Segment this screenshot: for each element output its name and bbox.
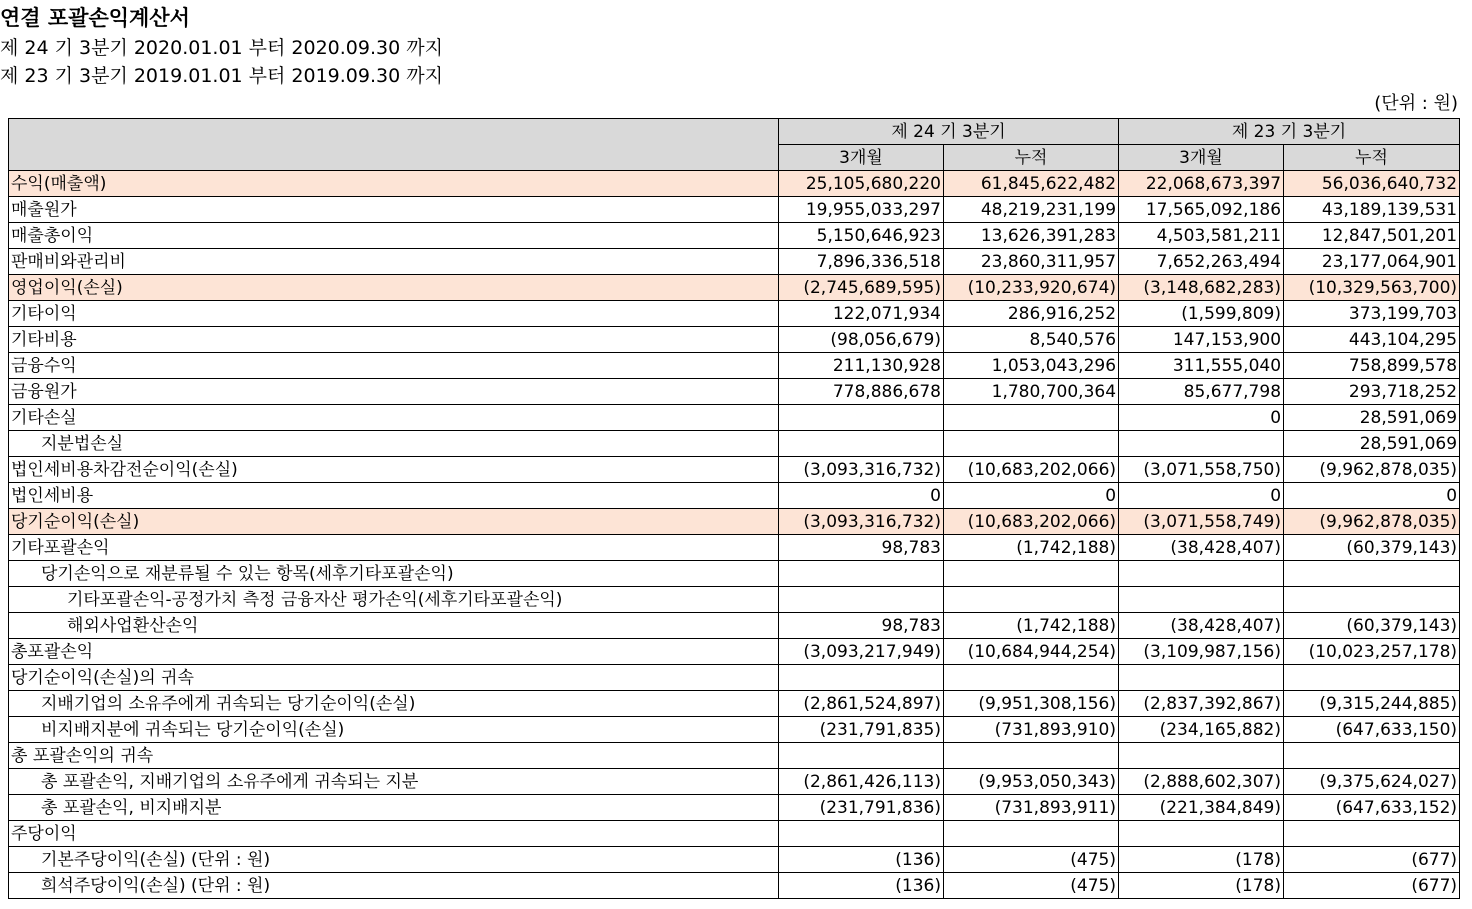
value-3m-prior: (178) bbox=[1119, 873, 1284, 899]
row-label: 당기순이익(손실) bbox=[9, 509, 779, 535]
row-label: 희석주당이익(손실) (단위 : 원) bbox=[9, 873, 779, 899]
value-3m-prior: (3,071,558,749) bbox=[1119, 509, 1284, 535]
row-label: 판매비와관리비 bbox=[9, 249, 779, 275]
table-row bbox=[9, 249, 1460, 275]
table-row bbox=[9, 847, 1460, 873]
row-label: 당기순이익(손실)의 귀속 bbox=[9, 665, 779, 691]
value-3m-current: 211,130,928 bbox=[779, 353, 944, 379]
value-3m-current: (98,056,679) bbox=[779, 327, 944, 353]
row-label: 지배기업의 소유주에게 귀속되는 당기순이익(손실) bbox=[9, 691, 779, 717]
value-3m-prior: (3,109,987,156) bbox=[1119, 639, 1284, 665]
value-3m-prior: (3,071,558,750) bbox=[1119, 457, 1284, 483]
value-cum-prior bbox=[1284, 587, 1460, 613]
table-row bbox=[9, 795, 1460, 821]
value-cum-current bbox=[944, 821, 1119, 847]
value-3m-prior: (38,428,407) bbox=[1119, 613, 1284, 639]
value-cum-current: 1,053,043,296 bbox=[944, 353, 1119, 379]
value-cum-current: 8,540,576 bbox=[944, 327, 1119, 353]
value-cum-prior: (9,315,244,885) bbox=[1284, 691, 1460, 717]
value-3m-prior bbox=[1119, 743, 1284, 769]
value-cum-current: 1,780,700,364 bbox=[944, 379, 1119, 405]
value-cum-prior: 758,899,578 bbox=[1284, 353, 1460, 379]
value-3m-prior: 4,503,581,211 bbox=[1119, 223, 1284, 249]
header-3m-prior: 3개월 bbox=[1119, 145, 1284, 171]
value-cum-prior: (677) bbox=[1284, 847, 1460, 873]
value-cum-prior: 56,036,640,732 bbox=[1284, 171, 1460, 197]
row-label: 기타이익 bbox=[9, 301, 779, 327]
header-row-periods bbox=[9, 119, 1460, 145]
value-3m-current: 778,886,678 bbox=[779, 379, 944, 405]
table-row bbox=[9, 691, 1460, 717]
header-cum-current: 누적 bbox=[944, 145, 1119, 171]
row-label: 금융수익 bbox=[9, 353, 779, 379]
value-3m-prior bbox=[1119, 561, 1284, 587]
value-cum-prior: (647,633,150) bbox=[1284, 717, 1460, 743]
value-cum-prior: 293,718,252 bbox=[1284, 379, 1460, 405]
row-label: 기본주당이익(손실) (단위 : 원) bbox=[9, 847, 779, 873]
value-cum-current bbox=[944, 665, 1119, 691]
value-3m-current: (136) bbox=[779, 873, 944, 899]
value-3m-current: 5,150,646,923 bbox=[779, 223, 944, 249]
row-label: 당기손익으로 재분류될 수 있는 항목(세후기타포괄손익) bbox=[9, 561, 779, 587]
value-cum-prior bbox=[1284, 743, 1460, 769]
value-cum-prior: 0 bbox=[1284, 483, 1460, 509]
value-cum-current: (731,893,910) bbox=[944, 717, 1119, 743]
table-row bbox=[9, 639, 1460, 665]
table-row bbox=[9, 821, 1460, 847]
value-cum-prior: (10,023,257,178) bbox=[1284, 639, 1460, 665]
value-cum-current: (1,742,188) bbox=[944, 535, 1119, 561]
table-row bbox=[9, 769, 1460, 795]
value-cum-current: (10,684,944,254) bbox=[944, 639, 1119, 665]
value-3m-current bbox=[779, 405, 944, 431]
row-label: 수익(매출액) bbox=[9, 171, 779, 197]
value-3m-current: (231,791,836) bbox=[779, 795, 944, 821]
value-cum-prior: 28,591,069 bbox=[1284, 431, 1460, 457]
table-row bbox=[9, 873, 1460, 899]
unit-label: (단위 : 원) bbox=[1374, 93, 1458, 114]
table-row bbox=[9, 275, 1460, 301]
table-row bbox=[9, 353, 1460, 379]
value-3m-prior: (221,384,849) bbox=[1119, 795, 1284, 821]
table-row bbox=[9, 457, 1460, 483]
value-cum-current: (10,683,202,066) bbox=[944, 509, 1119, 535]
value-cum-current: 0 bbox=[944, 483, 1119, 509]
value-cum-prior: 12,847,501,201 bbox=[1284, 223, 1460, 249]
value-3m-prior: (178) bbox=[1119, 847, 1284, 873]
header-3m-current: 3개월 bbox=[779, 145, 944, 171]
table-row bbox=[9, 223, 1460, 249]
value-3m-prior: 17,565,092,186 bbox=[1119, 197, 1284, 223]
value-cum-current: (10,233,920,674) bbox=[944, 275, 1119, 301]
value-cum-current: (10,683,202,066) bbox=[944, 457, 1119, 483]
table-row bbox=[9, 717, 1460, 743]
value-cum-current bbox=[944, 587, 1119, 613]
value-cum-prior: 373,199,703 bbox=[1284, 301, 1460, 327]
row-label: 금융원가 bbox=[9, 379, 779, 405]
header-period-current: 제 24 기 3분기 bbox=[779, 119, 1119, 145]
value-3m-prior: (3,148,682,283) bbox=[1119, 275, 1284, 301]
value-cum-prior: (9,962,878,035) bbox=[1284, 509, 1460, 535]
table-row bbox=[9, 561, 1460, 587]
row-label: 매출원가 bbox=[9, 197, 779, 223]
value-3m-prior: (38,428,407) bbox=[1119, 535, 1284, 561]
table-row bbox=[9, 301, 1460, 327]
table-row bbox=[9, 483, 1460, 509]
value-cum-prior: 43,189,139,531 bbox=[1284, 197, 1460, 223]
value-3m-prior: (2,888,602,307) bbox=[1119, 769, 1284, 795]
value-3m-current bbox=[779, 821, 944, 847]
value-cum-current bbox=[944, 431, 1119, 457]
value-3m-current: (3,093,316,732) bbox=[779, 457, 944, 483]
row-label: 기타포괄손익-공정가치 측정 금융자산 평가손익(세후기타포괄손익) bbox=[9, 587, 779, 613]
value-3m-prior: 311,555,040 bbox=[1119, 353, 1284, 379]
value-cum-current bbox=[944, 561, 1119, 587]
value-3m-current bbox=[779, 665, 944, 691]
row-label: 법인세비용 bbox=[9, 483, 779, 509]
table-row bbox=[9, 171, 1460, 197]
value-3m-current: (2,745,689,595) bbox=[779, 275, 944, 301]
value-3m-current: 98,783 bbox=[779, 535, 944, 561]
value-3m-prior: 0 bbox=[1119, 483, 1284, 509]
table-row bbox=[9, 197, 1460, 223]
header-cum-prior: 누적 bbox=[1284, 145, 1460, 171]
value-cum-prior: (60,379,143) bbox=[1284, 535, 1460, 561]
value-3m-current: (231,791,835) bbox=[779, 717, 944, 743]
income-statement-table bbox=[8, 118, 1460, 899]
value-3m-prior: (234,165,882) bbox=[1119, 717, 1284, 743]
row-label: 기타비용 bbox=[9, 327, 779, 353]
value-cum-current: 48,219,231,199 bbox=[944, 197, 1119, 223]
row-label: 비지배지분에 귀속되는 당기순이익(손실) bbox=[9, 717, 779, 743]
table-row bbox=[9, 587, 1460, 613]
report-title: 연결 포괄손익계산서 bbox=[0, 6, 190, 30]
row-label: 총포괄손익 bbox=[9, 639, 779, 665]
value-cum-prior bbox=[1284, 821, 1460, 847]
value-3m-current: 19,955,033,297 bbox=[779, 197, 944, 223]
table-row bbox=[9, 327, 1460, 353]
header-corner bbox=[9, 119, 779, 171]
row-label: 영업이익(손실) bbox=[9, 275, 779, 301]
value-3m-current: 122,071,934 bbox=[779, 301, 944, 327]
value-3m-current: (136) bbox=[779, 847, 944, 873]
value-3m-prior: 147,153,900 bbox=[1119, 327, 1284, 353]
value-3m-current bbox=[779, 743, 944, 769]
period-prior: 제 23 기 3분기 2019.01.01 부터 2019.09.30 까지 bbox=[0, 65, 443, 87]
value-3m-current: 98,783 bbox=[779, 613, 944, 639]
value-cum-prior: 443,104,295 bbox=[1284, 327, 1460, 353]
value-3m-current: (2,861,426,113) bbox=[779, 769, 944, 795]
value-cum-current: (9,953,050,343) bbox=[944, 769, 1119, 795]
value-cum-current: 61,845,622,482 bbox=[944, 171, 1119, 197]
value-3m-current: 25,105,680,220 bbox=[779, 171, 944, 197]
value-3m-prior: 22,068,673,397 bbox=[1119, 171, 1284, 197]
row-label: 매출총이익 bbox=[9, 223, 779, 249]
value-3m-current bbox=[779, 561, 944, 587]
row-label: 총 포괄손익, 비지배지분 bbox=[9, 795, 779, 821]
value-3m-prior bbox=[1119, 587, 1284, 613]
value-cum-prior bbox=[1284, 665, 1460, 691]
value-cum-current: (1,742,188) bbox=[944, 613, 1119, 639]
row-label: 주당이익 bbox=[9, 821, 779, 847]
value-3m-prior bbox=[1119, 665, 1284, 691]
value-cum-prior: 28,591,069 bbox=[1284, 405, 1460, 431]
value-cum-prior bbox=[1284, 561, 1460, 587]
value-3m-current: (3,093,316,732) bbox=[779, 509, 944, 535]
table-row bbox=[9, 535, 1460, 561]
value-3m-current: 7,896,336,518 bbox=[779, 249, 944, 275]
value-cum-current bbox=[944, 743, 1119, 769]
value-3m-prior: 85,677,798 bbox=[1119, 379, 1284, 405]
value-3m-prior: (2,837,392,867) bbox=[1119, 691, 1284, 717]
row-label: 총 포괄손익, 지배기업의 소유주에게 귀속되는 지분 bbox=[9, 769, 779, 795]
value-cum-prior: 23,177,064,901 bbox=[1284, 249, 1460, 275]
value-cum-prior: (677) bbox=[1284, 873, 1460, 899]
value-3m-prior bbox=[1119, 431, 1284, 457]
row-label: 해외사업환산손익 bbox=[9, 613, 779, 639]
value-3m-prior: (1,599,809) bbox=[1119, 301, 1284, 327]
value-cum-current: 23,860,311,957 bbox=[944, 249, 1119, 275]
value-3m-current bbox=[779, 587, 944, 613]
value-cum-current: (9,951,308,156) bbox=[944, 691, 1119, 717]
value-3m-current bbox=[779, 431, 944, 457]
row-label: 총 포괄손익의 귀속 bbox=[9, 743, 779, 769]
value-3m-current: (3,093,217,949) bbox=[779, 639, 944, 665]
value-3m-prior: 0 bbox=[1119, 405, 1284, 431]
row-label: 법인세비용차감전순이익(손실) bbox=[9, 457, 779, 483]
value-cum-current: 286,916,252 bbox=[944, 301, 1119, 327]
table-row bbox=[9, 613, 1460, 639]
table-row bbox=[9, 405, 1460, 431]
table-row bbox=[9, 379, 1460, 405]
row-label: 기타손실 bbox=[9, 405, 779, 431]
value-3m-prior bbox=[1119, 821, 1284, 847]
value-cum-current: (475) bbox=[944, 873, 1119, 899]
row-label: 기타포괄손익 bbox=[9, 535, 779, 561]
value-cum-prior: (9,375,624,027) bbox=[1284, 769, 1460, 795]
row-label: 지분법손실 bbox=[9, 431, 779, 457]
header-period-prior: 제 23 기 3분기 bbox=[1119, 119, 1460, 145]
value-cum-current: (475) bbox=[944, 847, 1119, 873]
value-cum-prior: (9,962,878,035) bbox=[1284, 457, 1460, 483]
table-row bbox=[9, 509, 1460, 535]
value-cum-prior: (10,329,563,700) bbox=[1284, 275, 1460, 301]
value-cum-current bbox=[944, 405, 1119, 431]
value-cum-prior: (647,633,152) bbox=[1284, 795, 1460, 821]
value-3m-current: 0 bbox=[779, 483, 944, 509]
table-row bbox=[9, 743, 1460, 769]
value-cum-prior: (60,379,143) bbox=[1284, 613, 1460, 639]
table-row bbox=[9, 431, 1460, 457]
table-row bbox=[9, 665, 1460, 691]
value-cum-current: (731,893,911) bbox=[944, 795, 1119, 821]
value-3m-prior: 7,652,263,494 bbox=[1119, 249, 1284, 275]
value-cum-current: 13,626,391,283 bbox=[944, 223, 1119, 249]
period-current: 제 24 기 3분기 2020.01.01 부터 2020.09.30 까지 bbox=[0, 37, 443, 59]
value-3m-current: (2,861,524,897) bbox=[779, 691, 944, 717]
